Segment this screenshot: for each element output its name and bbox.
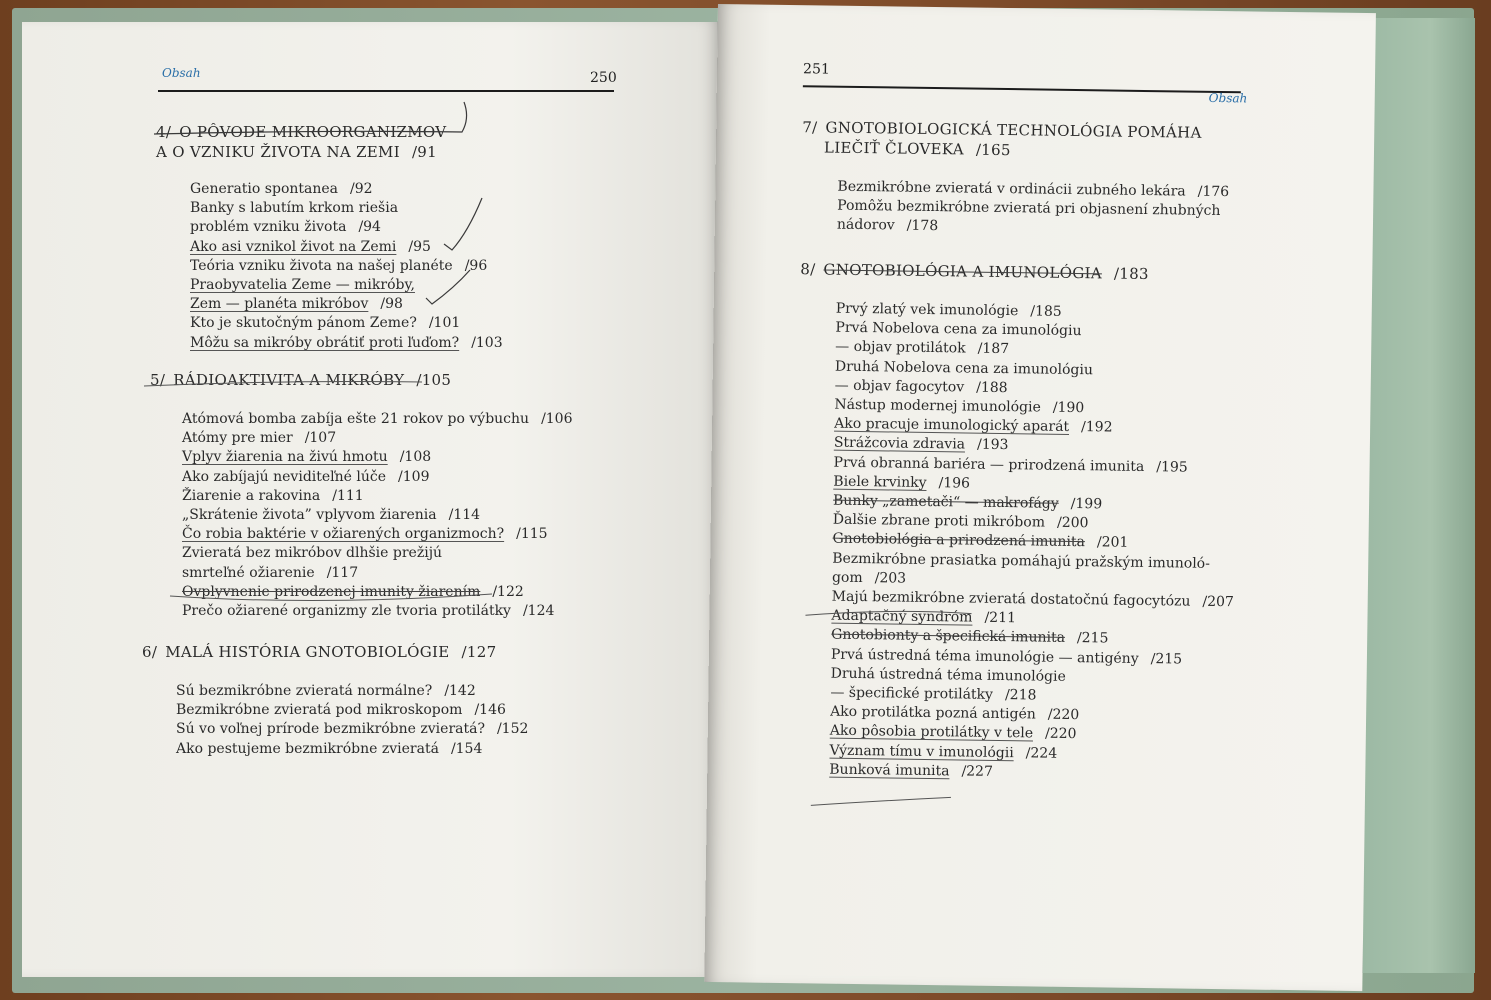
entry-page: /201 — [1096, 534, 1129, 552]
entry-title: Vplyv žiarenia na živú hmotu — [182, 449, 388, 466]
toc-entry — [176, 740, 528, 759]
entry-page: /227 — [961, 763, 994, 780]
header-rule — [803, 85, 1241, 93]
toc-entry — [190, 334, 503, 353]
entry-title: Prvá obranná bariéra — prirodzená imunita — [833, 454, 1145, 475]
toc-entry — [190, 314, 503, 333]
entry-page: /111 — [332, 487, 364, 504]
entry-title: Zvieratá bez mikróbov dlhšie prežijú — [182, 545, 443, 562]
entry-title-cont: Zem — planéta mikróbov — [190, 296, 369, 313]
entry-page: /211 — [984, 610, 1017, 627]
entry-title: Nástup modernej imunológie — [834, 396, 1041, 416]
chapter-title-line: RÁDIOAKTIVITA A MIKRÓBY — [173, 371, 405, 389]
toc-entry — [837, 197, 1229, 241]
entry-page: /190 — [1052, 399, 1085, 417]
entry-page: /114 — [448, 507, 481, 524]
entry-title: Sú bezmikróbne zvieratá normálne? — [176, 683, 433, 699]
entry-page: /192 — [1080, 419, 1113, 436]
chapter-number: 5/ — [150, 371, 166, 389]
entry-page: /215 — [1076, 630, 1109, 647]
entry-title: Biele krvinky — [833, 473, 927, 491]
entry-page: /142 — [444, 683, 476, 699]
entry-title: Ako pôsobia protilátky v tele — [829, 723, 1034, 742]
entry-page: /115 — [516, 526, 548, 543]
entry-title: Pomôžu bezmikróbne zvieratá pri objasnení zhubných — [837, 197, 1221, 220]
entry-title: Druhá ústredná téma imunológie — [830, 665, 1066, 685]
chapter-title-line: O PÔVODE MIKROORGANIZMOV — [179, 123, 447, 141]
entry-title-cont: smrteľné ožiarenie — [182, 564, 315, 581]
chapter-page: /165 — [975, 140, 1011, 160]
chapter-page: /183 — [1113, 264, 1149, 284]
toc-entry — [176, 682, 528, 701]
entry-page: /188 — [976, 379, 1008, 396]
entry-title: Ako protilátka pozná antigén — [830, 703, 1036, 723]
toc-entry — [176, 720, 528, 739]
entry-title: Ako asi vznikol život na Zemi — [190, 238, 397, 255]
entry-page: /185 — [1030, 303, 1062, 320]
entry-title: Strážcovia zdravia — [833, 435, 966, 453]
entry-title: Čo robia baktérie v ožiarených organizmoch? — [182, 526, 505, 543]
toc-entry — [182, 410, 573, 429]
entry-title: Atómová bomba zabíja ešte 21 rokov po výbuchu — [182, 411, 530, 427]
entry-page: /199 — [1070, 496, 1103, 513]
chapter-title-line: GNOTOBIOLOGICKÁ TECHNOLÓGIA POMÁHA — [825, 118, 1202, 142]
entry-page: /207 — [1202, 593, 1235, 611]
entry-title: Druhá Nobelova cena za imunológiu — [834, 358, 1094, 378]
chapter-title-line: A O VZNIKU ŽIVOTA NA ZEMI — [156, 143, 400, 161]
toc-entry — [182, 429, 573, 448]
entry-page: /218 — [1004, 687, 1037, 704]
toc-entry — [190, 238, 503, 257]
entry-page: /215 — [1150, 650, 1183, 668]
entry-page: /154 — [450, 740, 483, 757]
chapter-number: 4/ — [156, 123, 172, 141]
chapter-title — [150, 370, 451, 390]
chapter-number: 8/ — [800, 260, 816, 279]
entry-title: Prvý zlatý vek imunológie — [835, 300, 1019, 320]
entry-page: /106 — [541, 411, 573, 427]
entry-title: „Skrátenie života” vplyvom žiarenia — [182, 507, 437, 524]
entry-title-cont: problém vzniku života — [190, 219, 347, 236]
chapter-title — [800, 259, 1149, 284]
entry-page: /200 — [1056, 515, 1089, 532]
entry-title: Ako pestujeme bezmikróbne zvieratá — [176, 740, 439, 757]
entry-title: Žiarenie a rakovina — [182, 487, 321, 504]
entry-page: /124 — [522, 603, 555, 620]
entry-page: /101 — [428, 315, 461, 332]
entry-title-cont: gom — [831, 569, 863, 586]
toc-entry — [182, 506, 573, 525]
entry-page: /178 — [906, 218, 939, 235]
header-label: Obsah — [1208, 90, 1248, 106]
header-label: Obsah — [162, 66, 201, 80]
page-number: 251 — [802, 61, 830, 78]
left-page — [22, 22, 720, 977]
chapter-6 — [142, 642, 496, 662]
entry-title: Majú bezmikróbne zvieratá dostatočnú fagocytózu — [831, 588, 1191, 610]
entry-page: /203 — [874, 570, 907, 587]
entry-page: /117 — [326, 564, 359, 581]
entry-page: /107 — [304, 430, 337, 447]
toc-entry — [182, 602, 573, 621]
entry-page: /146 — [474, 702, 506, 719]
entry-page: /220 — [1047, 706, 1080, 724]
entry-title: Adaptačný syndróm — [831, 607, 973, 626]
chapter-page: /105 — [416, 371, 452, 389]
book-cover-edge — [1362, 18, 1475, 973]
page-number: 250 — [590, 70, 617, 86]
chapter-title — [156, 142, 446, 162]
entry-title: Bezmikróbne zvieratá v ordinácii zubného lekára — [837, 178, 1186, 200]
toc-entry — [182, 448, 573, 467]
chapter-4-entries — [190, 180, 503, 353]
entry-page: /103 — [471, 334, 503, 351]
entry-title: Bunky „zametači“ — makrofágy — [832, 492, 1059, 512]
entry-title: Banky s labutím krkom riešia — [190, 200, 399, 217]
entry-title-cont: — objav fagocytov — [834, 377, 965, 396]
toc-entry — [190, 199, 503, 237]
chapter-page: /127 — [461, 643, 497, 661]
toc-entry — [182, 525, 573, 544]
entry-title: Význam tímu v imunológii — [829, 742, 1014, 761]
toc-entry — [190, 180, 503, 199]
chapter-title-line: GNOTOBIOLÓGIA A IMUNOLÓGIA — [823, 260, 1103, 283]
entry-page: /94 — [358, 219, 381, 236]
entry-page: /224 — [1025, 745, 1058, 762]
header-rule — [158, 90, 614, 92]
entry-title: Gnotobiológia a prirodzená imunita — [832, 531, 1086, 551]
chapter-8 — [800, 259, 1149, 284]
entry-title: Bezmikróbne zvieratá pod mikroskopom — [176, 702, 463, 719]
toc-entry — [830, 664, 1233, 708]
entry-title: Sú vo voľnej prírode bezmikróbne zvieratá? — [176, 721, 485, 738]
entry-title: Ovplyvnenie prirodzenej imunity žiarením — [182, 583, 481, 600]
toc-entry — [835, 357, 1238, 401]
chapter-title-line: MALÁ HISTÓRIA GNOTOBIOLÓGIE — [165, 643, 450, 661]
chapter-number: 6/ — [142, 643, 158, 661]
entry-page: /108 — [399, 449, 432, 466]
chapter-number: 7/ — [802, 118, 818, 137]
chapter-7-entries — [837, 178, 1229, 241]
toc-entry — [190, 257, 503, 276]
entry-title: Ďalšie zbrane proti mikróbom — [832, 511, 1046, 531]
entry-page: /196 — [938, 474, 971, 492]
chapter-4 — [156, 122, 446, 162]
chapter-8-entries — [829, 300, 1238, 786]
chapter-title — [142, 642, 496, 662]
entry-title: Teória vzniku života na našej planéte — [190, 257, 453, 274]
chapter-title — [156, 122, 446, 142]
entry-title: Prvá ústredná téma imunológie — antigény — [830, 646, 1139, 667]
toc-entry — [182, 544, 573, 582]
chapter-5-entries — [182, 410, 573, 621]
chapter-7 — [802, 117, 1202, 163]
entry-page: /109 — [398, 468, 430, 485]
chapter-5 — [150, 370, 451, 390]
entry-title: Generatio spontanea — [190, 181, 339, 197]
entry-title: Prvá Nobelova cena za imunológiu — [835, 319, 1082, 340]
entry-title: Bunková imunita — [829, 761, 950, 780]
entry-page: /95 — [408, 238, 431, 255]
entry-page: /92 — [350, 181, 373, 197]
entry-title: Ako zabíjajú neviditeľné lúče — [182, 468, 387, 485]
entry-page: /176 — [1197, 183, 1230, 201]
chapter-page: /91 — [411, 143, 437, 161]
toc-entry — [182, 468, 573, 487]
entry-page: /98 — [380, 296, 403, 313]
entry-title: Prečo ožiarené organizmy zle tvoria protilátky — [182, 603, 511, 620]
entry-page: /220 — [1044, 726, 1077, 743]
entry-page: /195 — [1156, 458, 1188, 476]
toc-entry — [190, 276, 503, 314]
entry-title: Praobyvatelia Zeme — mikróby, — [190, 277, 415, 294]
toc-entry — [835, 319, 1238, 363]
entry-title: Môžu sa mikróby obrátiť proti ľuďom? — [190, 334, 460, 351]
entry-title: Kto je skutočným pánom Zeme? — [190, 315, 417, 332]
entry-page: /152 — [496, 721, 529, 738]
entry-page: /96 — [464, 257, 488, 274]
entry-title: Ako pracuje imunologický aparát — [834, 415, 1070, 436]
entry-title-cont: nádorov — [836, 217, 895, 234]
toc-entry — [176, 701, 528, 720]
toc-entry — [182, 487, 573, 506]
right-page — [704, 4, 1376, 991]
chapter-6-entries — [176, 682, 528, 759]
entry-page: /193 — [976, 437, 1009, 454]
entry-title-cont: — objav protilátok — [835, 339, 966, 357]
entry-page: /187 — [977, 341, 1010, 358]
entry-title: Atómy pre mier — [182, 430, 293, 447]
entry-title: Bezmikróbne prasiatka pomáhajú pražským imunoló- — [832, 550, 1211, 572]
entry-title: Gnotobionty a špecifická imunita — [831, 627, 1066, 647]
toc-entry — [832, 549, 1235, 593]
entry-page: /122 — [492, 583, 524, 600]
entry-title-cont: — špecifické protilátky — [830, 684, 994, 703]
chapter-title-line: LIEČIŤ ČLOVEKA — [823, 138, 965, 159]
toc-entry — [182, 583, 573, 602]
